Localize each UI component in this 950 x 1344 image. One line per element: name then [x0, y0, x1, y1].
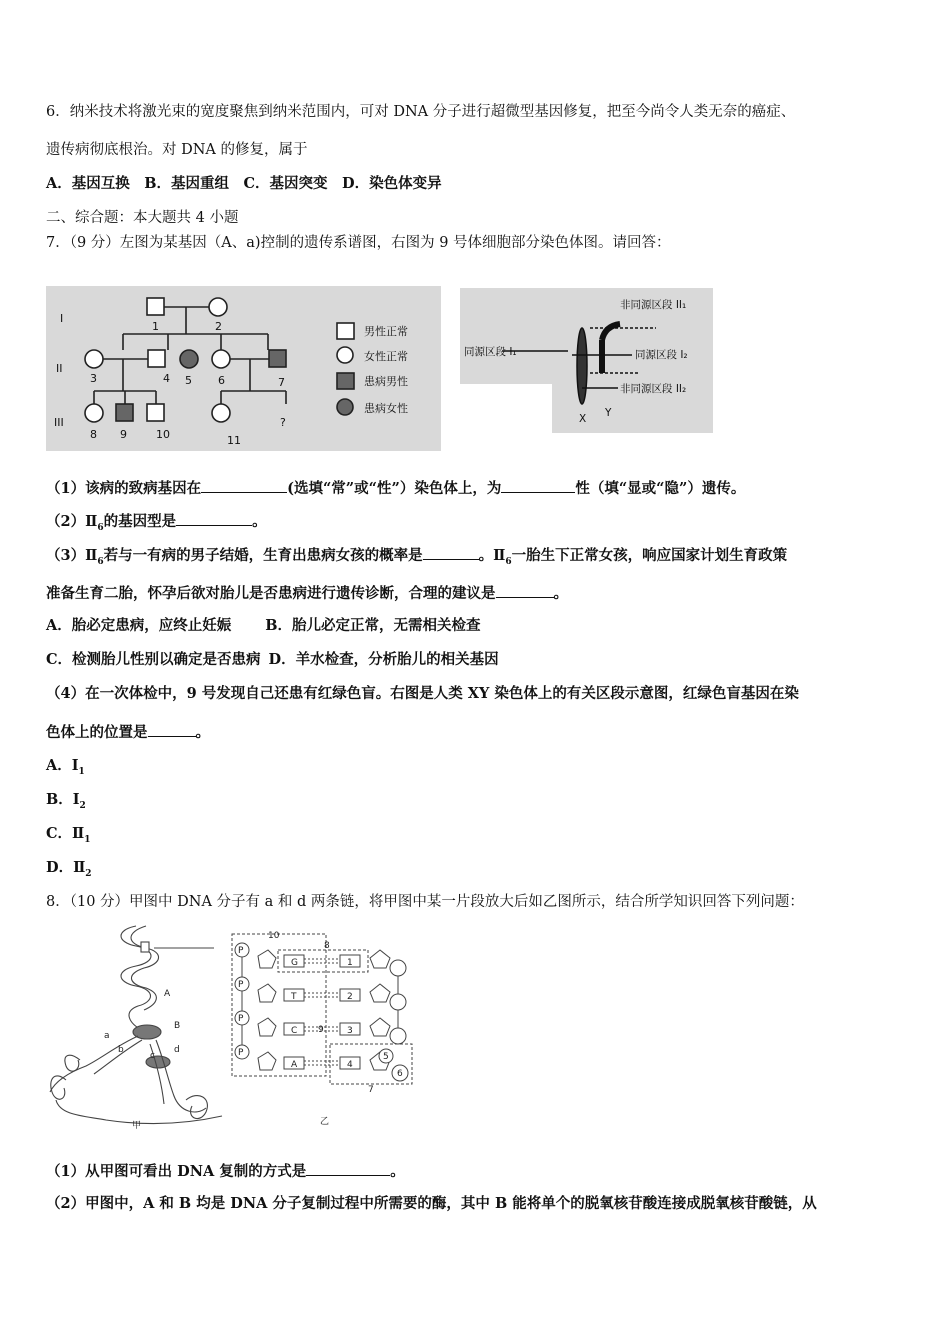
answer-blank[interactable]	[501, 477, 575, 493]
yi-num-4: 4	[347, 1060, 353, 1070]
answer-blank[interactable]	[423, 544, 479, 560]
q7-part3-line1: $(3)Ⅱ_6$若与一有病的男子结婚，生育出患病女孩的概率是 。$Ⅱ_6$一胎生下正常女孩，响应国家计划生育政策	[46, 544, 787, 572]
gen-label-2: II	[56, 362, 63, 375]
ped-num-6: 6	[218, 374, 225, 387]
jia-label-c-strand: c	[150, 1051, 155, 1061]
q7-part4-line1: （4）在一次体检中，9 号发现自己还患有红绿色盲。右图是人类 XY 染色体上的有关区段示意图，红绿色盲基因在染	[46, 685, 799, 702]
jia-label-a-strand: a	[104, 1031, 110, 1041]
answer-blank[interactable]	[496, 582, 554, 598]
yi-num-5: 5	[383, 1052, 389, 1062]
base-t: T	[291, 992, 297, 1002]
yi-num-1: 1	[347, 958, 353, 968]
answer-blank[interactable]	[201, 477, 287, 493]
ped-num-2: 2	[215, 320, 222, 333]
yi-num-7: 7	[368, 1085, 374, 1095]
q7-part4-line2: 色体上的位置是 。	[46, 721, 210, 743]
jia-caption: 甲	[132, 1121, 142, 1131]
q7-part4-option-d: D．$Ⅱ_2$	[46, 859, 92, 879]
q8-part2: （2）甲图中，A 和 B 均是 DNA 分子复制过程中所需要的酶，其中 B 能将单个的脱氧核苷酸连接成脱氧核苷酸链，从	[46, 1195, 817, 1212]
phosphate-label: P	[238, 946, 244, 956]
pedigree-chart	[46, 286, 441, 451]
figure-yi	[228, 928, 418, 1128]
answer-blank[interactable]	[176, 510, 252, 526]
label-y: Y	[605, 407, 612, 419]
label-homologous-i1: 同源区段 I₁	[464, 346, 517, 358]
label-x: X	[579, 413, 587, 425]
yi-num-3: 3	[347, 1026, 353, 1036]
q6-options: A．基因互换 B．基因重组 C．基因突变 D．染色体变异	[46, 175, 442, 192]
phosphate-label: P	[238, 980, 244, 990]
section-heading: 二、综合题：本大题共 4 小题	[46, 210, 239, 226]
yi-num-10: 10	[268, 931, 280, 941]
option-b: B．胎儿必定正常，无需相关检查	[265, 617, 481, 634]
q8-part1: （1）从甲图可看出 DNA 复制的方式是 。	[46, 1160, 405, 1182]
q7-part1: （1）该病的致病基因在 (选填“常”或“性”）染色体上，为 性（填“显或“隐”）遗传。	[46, 477, 745, 499]
q6-line1: 6．纳米技术将激光束的宽度聚焦到纳米范围内，可对 DNA 分子进行超微型基因修复，把至今尚令人类无奈的癌症、	[46, 104, 796, 120]
answer-blank[interactable]	[306, 1160, 390, 1176]
jia-label-b-enzyme: B	[174, 1021, 181, 1031]
dna-replication-diagram	[46, 920, 226, 1135]
ped-num-7: 7	[278, 376, 285, 389]
answer-blank[interactable]	[148, 721, 196, 737]
label-nonhomologous-ii2: 非同源区段 II₂	[620, 383, 687, 395]
label-homologous-i2: 同源区段 I₂	[635, 349, 688, 361]
q7-part3-line2: 准备生育二胎，怀孕后欲对胎儿是否患病进行遗传诊断，合理的建议是 。	[46, 582, 568, 604]
phosphate-label: P	[238, 1014, 244, 1024]
yi-num-9: 9	[318, 1025, 324, 1035]
legend-affected-male: 患病男性	[364, 375, 408, 388]
option-a: A．胎必定患病，应终止妊娠	[46, 617, 232, 634]
dna-structure-diagram	[228, 928, 418, 1128]
gen-label-3: III	[54, 416, 64, 429]
q8-stem: 8．（10 分）甲图中 DNA 分子有 a 和 d 两条链，将甲图中某一片段放大后如乙图所示，结合所学知识回答下列问题：	[46, 894, 804, 910]
yi-num-8: 8	[324, 941, 330, 951]
q7-part3-options-cd	[46, 650, 499, 670]
ped-num-1: 1	[152, 320, 159, 333]
base-a: A	[291, 1060, 298, 1070]
gen-label-1: I	[60, 312, 64, 325]
chromosome-figure	[460, 288, 713, 433]
ped-num-5: 5	[185, 374, 192, 387]
jia-label-a-enzyme: A	[164, 989, 171, 999]
q7-part2: $(2)Ⅱ_6$的基因型是 。	[46, 510, 267, 538]
phosphate-label: P	[238, 1048, 244, 1058]
ped-num-unknown: ?	[280, 416, 286, 429]
option-d: D．羊水检查，分析胎儿的相关基因	[268, 651, 499, 668]
base-g: G	[291, 958, 298, 968]
legend-normal-male: 男性正常	[364, 325, 408, 338]
q6-line2: 遗传病彻底根治。对 DNA 的修复，属于	[46, 142, 308, 158]
ped-num-8: 8	[90, 428, 97, 441]
ped-num-10: 10	[156, 428, 170, 441]
label-nonhomologous-ii1: 非同源区段 II₁	[620, 299, 687, 311]
q7-part4-option-a: A．$I_1$	[46, 757, 85, 777]
xy-chromosome-diagram	[460, 288, 713, 433]
legend-normal-female: 女性正常	[364, 350, 408, 363]
option-c: C．检测胎儿性别以确定是否患病	[46, 651, 261, 668]
q7-part4-option-c: C．$Ⅱ_1$	[46, 825, 91, 845]
pedigree-figure	[46, 286, 441, 451]
q7-stem: 7．（9 分）左图为某基因（A、a)控制的遗传系谱图，右图为 9 号体细胞部分染色体图。请回答：	[46, 235, 671, 251]
yi-num-2: 2	[347, 992, 353, 1002]
ped-num-4: 4	[163, 372, 170, 385]
figure-jia	[46, 920, 226, 1135]
q7-part3-options-ab	[46, 616, 481, 636]
jia-label-d-strand: d	[174, 1045, 180, 1055]
q7-part4-option-b: B．$I_2$	[46, 791, 86, 811]
jia-label-b-strand: b	[118, 1045, 124, 1055]
ped-num-9: 9	[120, 428, 127, 441]
ped-num-11: 11	[227, 434, 241, 447]
base-c: C	[291, 1026, 298, 1036]
ped-num-3: 3	[90, 372, 97, 385]
yi-num-6: 6	[397, 1069, 403, 1079]
yi-caption: 乙	[320, 1117, 330, 1127]
legend-affected-female: 患病女性	[364, 402, 408, 415]
